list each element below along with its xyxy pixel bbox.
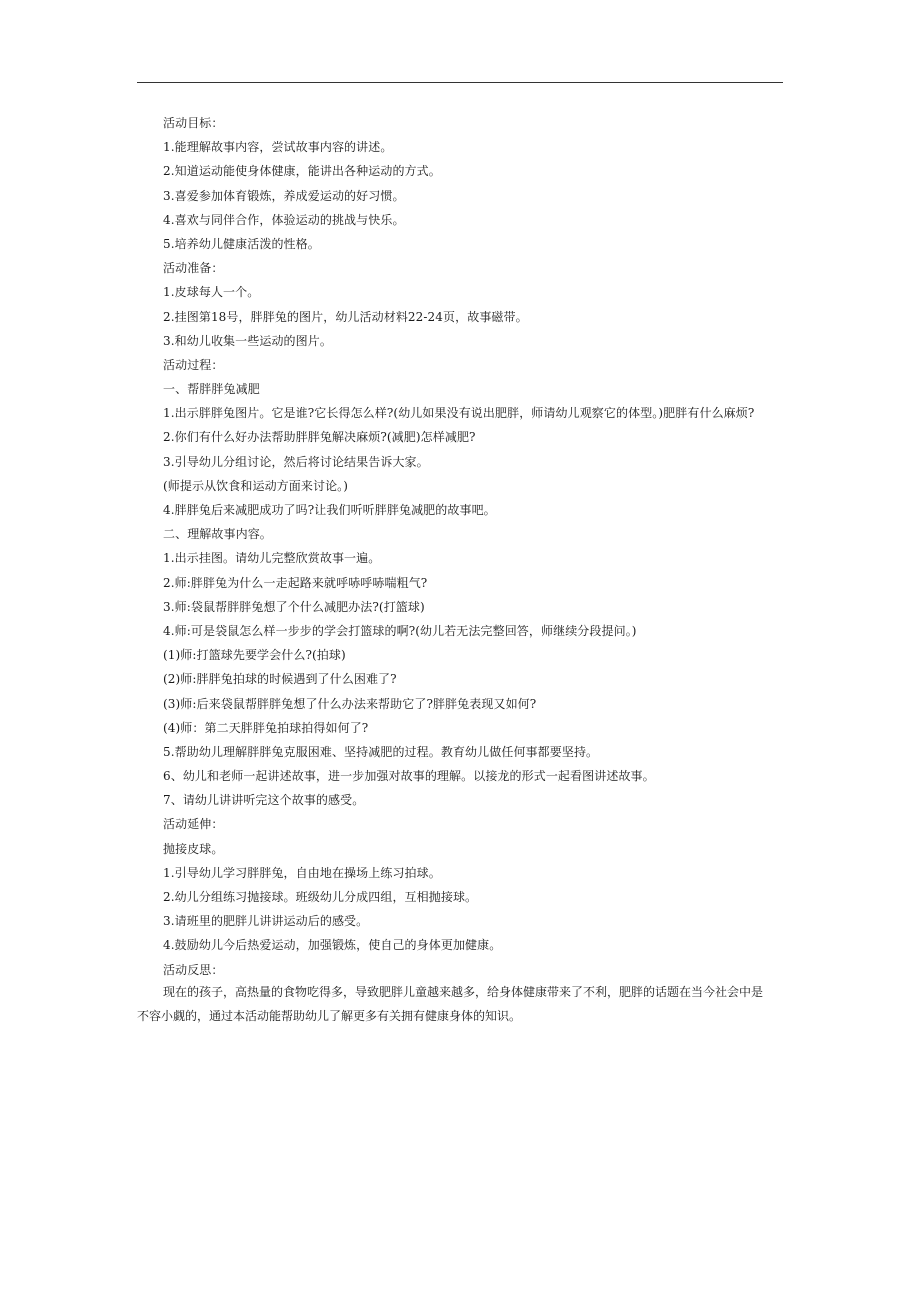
process-item: 1.出示挂图。请幼儿完整欣赏故事一遍。 bbox=[163, 551, 381, 566]
process-item: 5.帮助幼儿理解胖胖兔克服困难、坚持减肥的过程。教育幼儿做任何事都要坚持。 bbox=[163, 744, 599, 759]
extension-item: 2.幼儿分组练习抛接球。班级幼儿分成四组，互相抛接球。 bbox=[163, 890, 478, 904]
reflection-line: 现在的孩子，高热量的食物吃得多，导致肥胖儿童越来越多，给身体健康带来了不利，肥胖的话题在当今社会中是 bbox=[163, 985, 764, 999]
process-item: 4.胖胖兔后来减肥成功了吗?让我们听听胖胖兔减肥的故事吧。 bbox=[163, 503, 496, 517]
preparation-item: 2.挂图第18号，胖胖兔的图片，幼儿活动材料22-24页，故事磁带。 bbox=[163, 309, 528, 324]
extension-item: 1.引导幼儿学习胖胖兔，自由地在操场上练习拍球。 bbox=[163, 865, 441, 880]
heading-extension: 活动延伸： bbox=[163, 817, 224, 832]
heading-preparation: 活动准备： bbox=[163, 261, 224, 276]
sub-question: (2)师:胖胖兔拍球的时候遇到了什么困难了? bbox=[163, 672, 397, 687]
goal-item: 3.喜爱参加体育锻炼，养成爱运动的好习惯。 bbox=[163, 188, 405, 203]
process-item: 2.你们有什么好办法帮助胖胖兔解决麻烦?(减肥)怎样减肥? bbox=[163, 430, 476, 445]
goal-item: 1.能理解故事内容，尝试故事内容的讲述。 bbox=[163, 140, 393, 155]
process-item: 3.师:袋鼠帮胖胖兔想了个什么减肥办法?(打篮球) bbox=[163, 599, 425, 614]
preparation-item: 1.皮球每人一个。 bbox=[163, 285, 260, 300]
sub-question: (4)师：第二天胖胖兔拍球拍得如何了? bbox=[163, 720, 369, 735]
header-rule bbox=[137, 82, 783, 83]
preparation-item: 3.和幼儿收集一些运动的图片。 bbox=[163, 333, 332, 348]
process-item: 6、幼儿和老师一起讲述故事，进一步加强对故事的理解。以接龙的形式一起看图讲述故事。 bbox=[163, 769, 655, 784]
heading-process: 活动过程： bbox=[163, 357, 224, 372]
extension-item: 3.请班里的肥胖儿讲讲运动后的感受。 bbox=[163, 914, 369, 929]
process-item: 2.师:胖胖兔为什么一走起路来就呼哧呼哧喘粗气? bbox=[163, 575, 428, 590]
section-heading: 二、理解故事内容。 bbox=[163, 527, 272, 542]
reflection-line: 不容小觑的，通过本活动能帮助幼儿了解更多有关拥有健康身体的知识。 bbox=[137, 1009, 522, 1024]
goal-item: 2.知道运动能使身体健康，能讲出各种运动的方式。 bbox=[163, 164, 441, 179]
goal-item: 5.培养幼儿健康活泼的性格。 bbox=[163, 236, 320, 251]
heading-goals: 活动目标： bbox=[163, 116, 224, 130]
reflection-paragraph bbox=[137, 980, 787, 1029]
process-item: 3.引导幼儿分组讨论，然后将讨论结果告诉大家。 bbox=[163, 454, 429, 469]
process-item: 1.出示胖胖兔图片。它是谁?它长得怎么样?(幼儿如果没有说出肥胖，师请幼儿观察它的体型。)肥胖有什么麻烦? bbox=[163, 406, 755, 421]
goal-item: 4.喜欢与同伴合作，体验运动的挑战与快乐。 bbox=[163, 212, 405, 227]
process-item: 7、请幼儿讲讲听完这个故事的感受。 bbox=[163, 793, 365, 808]
process-note: (师提示从饮食和运动方面来讨论。) bbox=[163, 478, 349, 493]
section-heading: 一、帮胖胖兔减肥 bbox=[163, 382, 260, 397]
document-body bbox=[163, 111, 803, 982]
sub-question: (3)师:后来袋鼠帮胖胖兔想了什么办法来帮助它了?胖胖兔表现又如何? bbox=[163, 696, 537, 711]
process-item: 4.师:可是袋鼠怎么样一步步的学会打篮球的啊?(幼儿若无法完整回答，师继续分段提问。) bbox=[163, 623, 637, 638]
extension-title: 抛接皮球。 bbox=[163, 841, 224, 856]
extension-item: 4.鼓励幼儿今后热爱运动，加强锻炼，使自己的身体更加健康。 bbox=[163, 938, 502, 953]
sub-question: (1)师:打篮球先要学会什么?(拍球) bbox=[163, 648, 346, 663]
heading-reflection: 活动反思： bbox=[163, 962, 224, 977]
